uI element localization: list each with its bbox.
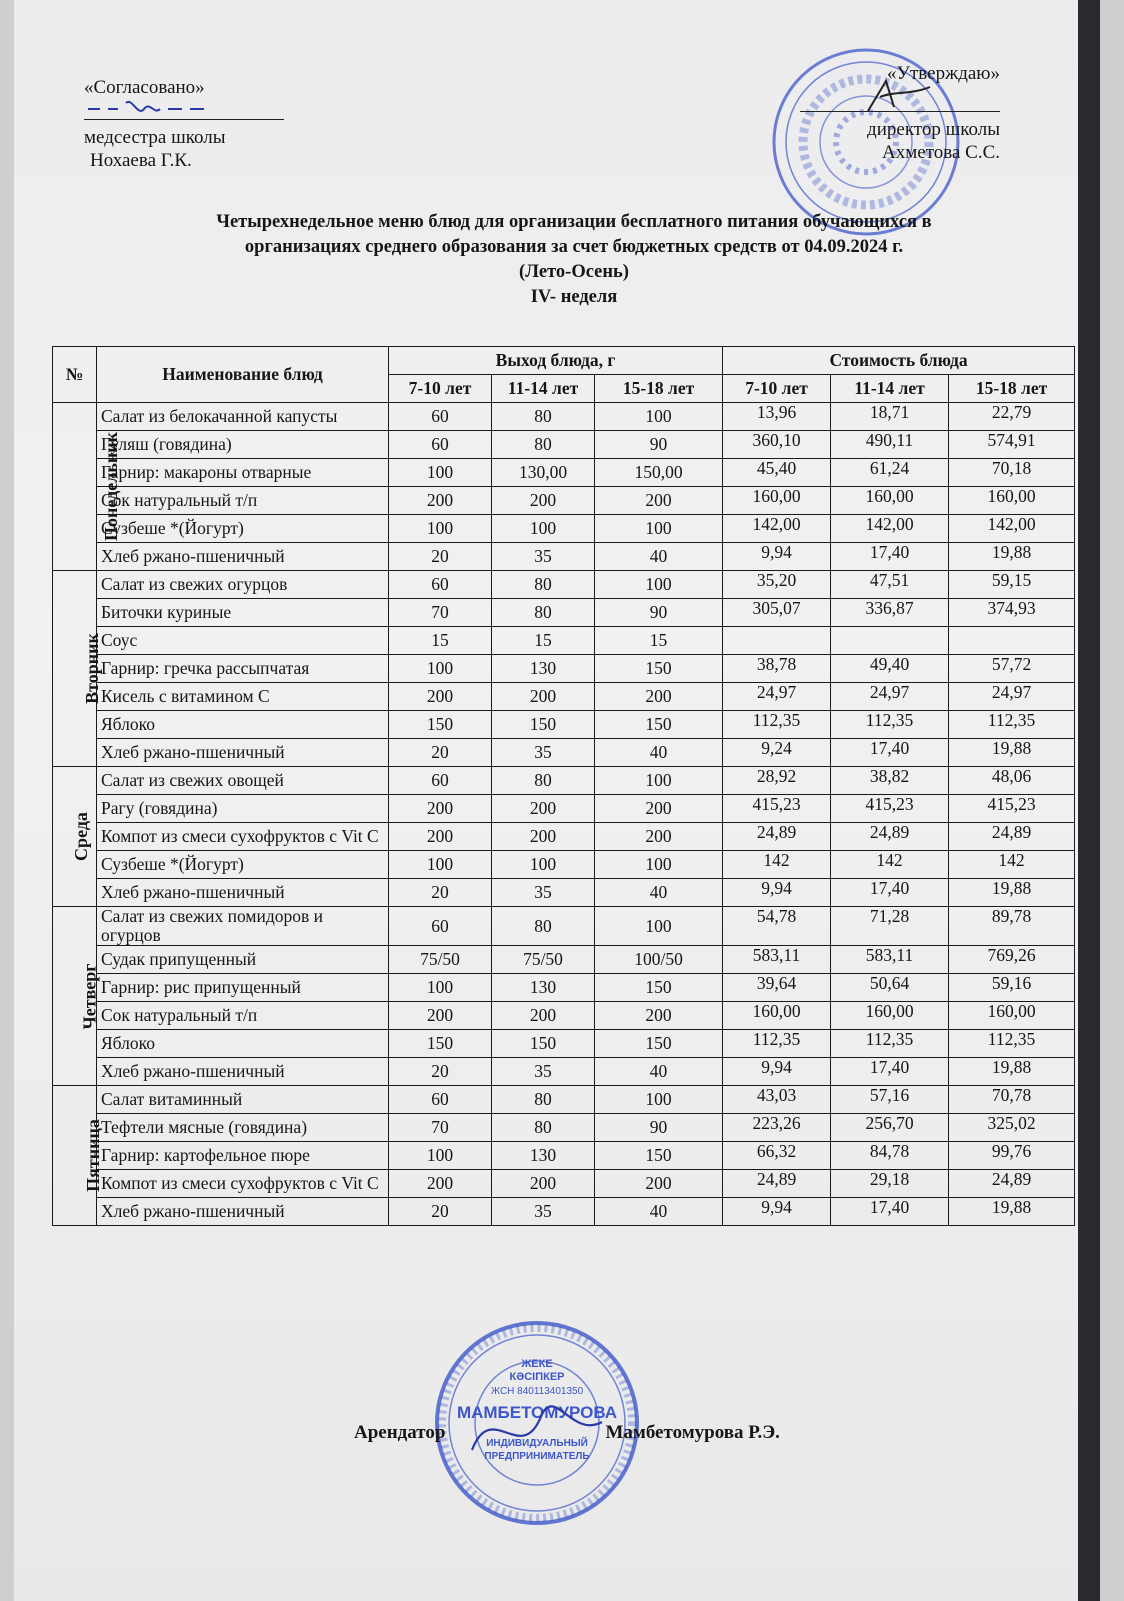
cost-cell: 19,88: [949, 1198, 1075, 1226]
yield-cell: 100: [595, 907, 723, 946]
day-cell: [53, 907, 100, 1086]
cost-cell: 19,88: [949, 739, 1075, 767]
cost-cell: 49,40: [831, 655, 949, 683]
yield-cell: 200: [389, 683, 492, 711]
yield-cell: 80: [492, 1114, 595, 1142]
cost-cell: 142,00: [831, 515, 949, 543]
cost-cell: 9,94: [723, 1198, 831, 1226]
cost-cell: 71,28: [831, 907, 949, 946]
cost-cell: 160,00: [831, 1002, 949, 1030]
title-line-1: Четырехнедельное меню блюд для организации бесплатного питания обучающихся в: [216, 212, 932, 232]
cost-cell: 43,03: [723, 1086, 831, 1114]
cost-cell: 17,40: [831, 543, 949, 571]
dish-name: Сузбеше *(Йогурт): [97, 851, 389, 879]
cost-cell: 160,00: [831, 487, 949, 515]
header-yield-age-3: 15-18 лет: [595, 375, 723, 403]
yield-cell: 100: [389, 851, 492, 879]
dish-name: Гарнир: гречка рассыпчатая: [97, 655, 389, 683]
yield-cell: 200: [595, 487, 723, 515]
yield-cell: 20: [389, 1058, 492, 1086]
cost-cell: 160,00: [949, 1002, 1075, 1030]
yield-cell: 200: [595, 823, 723, 851]
dish-name: Салат из свежих овощей: [97, 767, 389, 795]
yield-cell: 150: [389, 711, 492, 739]
yield-cell: 40: [595, 1058, 723, 1086]
table-row: [53, 711, 1075, 739]
agreed-name: Нохаева Г.К.: [90, 150, 192, 171]
yield-cell: 150: [595, 655, 723, 683]
yield-cell: 200: [389, 1002, 492, 1030]
cost-cell: 9,24: [723, 739, 831, 767]
agreed-block: [84, 76, 284, 172]
yield-cell: 200: [492, 683, 595, 711]
cost-cell: 142: [723, 851, 831, 879]
table-row: [53, 599, 1075, 627]
cost-cell: 50,64: [831, 974, 949, 1002]
cost-cell: 256,70: [831, 1114, 949, 1142]
dish-name: Компот из смеси сухофруктов с Vit C: [97, 1170, 389, 1198]
cost-cell: 61,24: [831, 459, 949, 487]
cost-cell: 9,94: [723, 879, 831, 907]
header-cost-age-2: 11-14 лет: [831, 375, 949, 403]
yield-cell: 70: [389, 1114, 492, 1142]
yield-cell: 130: [492, 974, 595, 1002]
yield-cell: 200: [389, 795, 492, 823]
dish-name: Тефтели мясные (говядина): [97, 1114, 389, 1142]
yield-cell: 35: [492, 1198, 595, 1226]
stamp-line-6: ПРЕДПРИНИМАТЕЛЬ: [484, 1451, 590, 1462]
cost-cell: 360,10: [723, 431, 831, 459]
table-row: [53, 1198, 1075, 1226]
yield-cell: 15: [389, 627, 492, 655]
table-row: [53, 1170, 1075, 1198]
cost-cell: 19,88: [949, 543, 1075, 571]
day-cell: [53, 571, 102, 767]
yield-cell: 150: [492, 1030, 595, 1058]
header-cost-age-1: 7-10 лет: [723, 375, 831, 403]
cost-cell: 24,97: [723, 683, 831, 711]
menu-table: [52, 346, 1075, 1226]
day-label: Вторник: [81, 633, 102, 704]
cost-cell: 415,23: [831, 795, 949, 823]
table-row: [53, 627, 1075, 655]
cost-cell: 38,82: [831, 767, 949, 795]
title-line-2: организациях среднего образования за счет бюджетных средств от 04.09.2024 г.: [244, 237, 904, 257]
yield-cell: 35: [492, 1058, 595, 1086]
cost-cell: 45,40: [723, 459, 831, 487]
cost-cell: [949, 627, 1075, 655]
cost-cell: 112,35: [949, 1030, 1075, 1058]
day-label: Понедельник: [100, 432, 121, 541]
footer-signature: [354, 1422, 780, 1444]
approved-block: [800, 62, 1000, 164]
cost-cell: 583,11: [831, 946, 949, 974]
yield-cell: 130,00: [492, 459, 595, 487]
header-number: №: [53, 347, 97, 403]
cost-cell: 54,78: [723, 907, 831, 946]
dish-name: Биточки куриные: [97, 599, 389, 627]
dish-name: Кисель с витамином С: [97, 683, 389, 711]
yield-cell: 80: [492, 767, 595, 795]
cost-cell: 142,00: [949, 515, 1075, 543]
yield-cell: 20: [389, 739, 492, 767]
table-row: [53, 487, 1075, 515]
dish-name: Судак припущенный: [97, 946, 389, 974]
cost-cell: 223,26: [723, 1114, 831, 1142]
header-yield: Выход блюда, г: [389, 347, 723, 375]
table-row: [53, 1030, 1075, 1058]
dish-name: Гуляш (говядина): [97, 431, 389, 459]
day-cell: [53, 403, 121, 571]
yield-cell: 35: [492, 739, 595, 767]
yield-cell: 200: [492, 1170, 595, 1198]
yield-cell: 60: [389, 767, 492, 795]
cost-cell: 112,35: [723, 711, 831, 739]
cost-cell: 28,92: [723, 767, 831, 795]
cost-cell: 57,16: [831, 1086, 949, 1114]
yield-cell: 150,00: [595, 459, 723, 487]
table-row: [53, 683, 1075, 711]
header-yield-age-1: 7-10 лет: [389, 375, 492, 403]
table-row: [53, 795, 1075, 823]
menu-table-body: [53, 403, 1075, 1226]
yield-cell: 200: [595, 1002, 723, 1030]
yield-cell: 150: [389, 1030, 492, 1058]
document-sheet: [14, 0, 1100, 1601]
yield-cell: 20: [389, 879, 492, 907]
table-row: [53, 515, 1075, 543]
yield-cell: 35: [492, 879, 595, 907]
cost-cell: 112,35: [831, 711, 949, 739]
cost-cell: 112,35: [831, 1030, 949, 1058]
dish-name: Гарнир: картофельное пюре: [97, 1142, 389, 1170]
yield-cell: 75/50: [389, 946, 492, 974]
table-row: [53, 1142, 1075, 1170]
cost-cell: 17,40: [831, 1198, 949, 1226]
table-row: [53, 1002, 1075, 1030]
yield-cell: 100: [389, 459, 492, 487]
yield-cell: 200: [492, 487, 595, 515]
table-row: [53, 571, 1075, 599]
yield-cell: 80: [492, 599, 595, 627]
cost-cell: 35,20: [723, 571, 831, 599]
day-label: Четверг: [79, 963, 100, 1029]
yield-cell: 100: [389, 515, 492, 543]
cost-cell: 142,00: [723, 515, 831, 543]
table-row: [53, 879, 1075, 907]
cost-cell: 48,06: [949, 767, 1075, 795]
cost-cell: 18,71: [831, 403, 949, 431]
cost-cell: 66,32: [723, 1142, 831, 1170]
cost-cell: 70,18: [949, 459, 1075, 487]
cost-cell: 574,91: [949, 431, 1075, 459]
table-row: [53, 823, 1075, 851]
table-row: [53, 459, 1075, 487]
agreed-label: «Согласовано»: [84, 77, 205, 98]
yield-cell: 200: [492, 823, 595, 851]
cost-cell: 24,89: [831, 823, 949, 851]
yield-cell: 70: [389, 599, 492, 627]
approved-signature-line: [800, 85, 1000, 112]
yield-cell: 100: [492, 851, 595, 879]
cost-cell: 24,97: [949, 683, 1075, 711]
dish-name: Хлеб ржано-пшеничный: [97, 879, 389, 907]
dish-name: Салат из белокачанной капусты: [97, 403, 389, 431]
cost-cell: 142: [831, 851, 949, 879]
yield-cell: 80: [492, 571, 595, 599]
agreed-signature-line: [84, 99, 284, 120]
yield-cell: 200: [389, 1170, 492, 1198]
yield-cell: 100: [595, 571, 723, 599]
cost-cell: 325,02: [949, 1114, 1075, 1142]
yield-cell: 200: [389, 487, 492, 515]
yield-cell: 100: [595, 403, 723, 431]
day-cell: [53, 767, 97, 907]
cost-cell: 336,87: [831, 599, 949, 627]
cost-cell: 142: [949, 851, 1075, 879]
yield-cell: 150: [595, 1030, 723, 1058]
table-row: [53, 1086, 1075, 1114]
header-cost-age-3: 15-18 лет: [949, 375, 1075, 403]
yield-cell: 15: [595, 627, 723, 655]
cost-cell: 769,26: [949, 946, 1075, 974]
cost-cell: 160,00: [949, 487, 1075, 515]
cost-cell: [831, 627, 949, 655]
cost-cell: 112,35: [949, 711, 1075, 739]
cost-cell: 17,40: [831, 879, 949, 907]
cost-cell: 17,40: [831, 1058, 949, 1086]
stamp-line-2: КӘСІПКЕР: [509, 1371, 565, 1383]
yield-cell: 100: [492, 515, 595, 543]
cost-cell: 305,07: [723, 599, 831, 627]
title-line-3: (Лето-Осень): [519, 262, 629, 282]
yield-cell: 75/50: [492, 946, 595, 974]
cost-cell: 38,78: [723, 655, 831, 683]
cost-cell: 19,88: [949, 1058, 1075, 1086]
dish-name: Яблоко: [97, 1030, 389, 1058]
yield-cell: 200: [595, 795, 723, 823]
cost-cell: [723, 627, 831, 655]
table-row: [53, 431, 1075, 459]
yield-cell: 200: [492, 795, 595, 823]
yield-cell: 100/50: [595, 946, 723, 974]
dish-name: Сок натуральный т/п: [97, 1002, 389, 1030]
cost-cell: 24,89: [949, 1170, 1075, 1198]
yield-cell: 100: [595, 515, 723, 543]
cost-cell: 160,00: [723, 1002, 831, 1030]
yield-cell: 80: [492, 403, 595, 431]
footer-name: Мамбетомурова Р.Э.: [605, 1422, 780, 1443]
day-label: Среда: [70, 812, 91, 861]
cost-cell: 24,89: [949, 823, 1075, 851]
stamp-line-3: ЖСН 840113401350: [490, 1386, 584, 1397]
yield-cell: 200: [492, 1002, 595, 1030]
dish-name: Салат из свежих огурцов: [97, 571, 389, 599]
cost-cell: 160,00: [723, 487, 831, 515]
table-row: [53, 739, 1075, 767]
table-row: [53, 1058, 1075, 1086]
dish-name: Сузбеше *(Йогурт): [97, 515, 389, 543]
yield-cell: 150: [492, 711, 595, 739]
cost-cell: 9,94: [723, 1058, 831, 1086]
table-row: [53, 851, 1075, 879]
yield-cell: 100: [389, 1142, 492, 1170]
dish-name: Хлеб ржано-пшеничный: [97, 1058, 389, 1086]
dish-name: Рагу (говядина): [97, 795, 389, 823]
cost-cell: 22,79: [949, 403, 1075, 431]
day-cell: [53, 1086, 103, 1226]
cost-cell: 57,72: [949, 655, 1075, 683]
dark-background-edge: [1078, 0, 1100, 1601]
dish-name: Сок натуральный т/п: [97, 487, 389, 515]
cost-cell: 24,89: [723, 1170, 831, 1198]
stamp-line-4: МАМБЕТОМУРОВА: [456, 1403, 618, 1422]
cost-cell: 29,18: [831, 1170, 949, 1198]
yield-cell: 200: [595, 683, 723, 711]
dish-name: Хлеб ржано-пшеничный: [97, 1198, 389, 1226]
yield-cell: 40: [595, 879, 723, 907]
cost-cell: 374,93: [949, 599, 1075, 627]
dish-name: Салат витаминный: [97, 1086, 389, 1114]
yield-cell: 100: [595, 851, 723, 879]
cost-cell: 19,88: [949, 879, 1075, 907]
cost-cell: 89,78: [949, 907, 1075, 946]
document-title: [134, 210, 1014, 310]
cost-cell: 112,35: [723, 1030, 831, 1058]
approved-position: директор школы: [867, 119, 1000, 140]
yield-cell: 90: [595, 1114, 723, 1142]
yield-cell: 150: [595, 974, 723, 1002]
dish-name: Соус: [97, 627, 389, 655]
dish-name: Хлеб ржано-пшеничный: [97, 543, 389, 571]
cost-cell: 39,64: [723, 974, 831, 1002]
yield-cell: 80: [492, 1086, 595, 1114]
table-row: [53, 655, 1075, 683]
yield-cell: 80: [492, 907, 595, 946]
yield-cell: 60: [389, 907, 492, 946]
header-cost: Стоимость блюда: [723, 347, 1075, 375]
cost-cell: 84,78: [831, 1142, 949, 1170]
cost-cell: 59,16: [949, 974, 1075, 1002]
yield-cell: 200: [595, 1170, 723, 1198]
yield-cell: 90: [595, 599, 723, 627]
table-row: [53, 946, 1075, 974]
dish-name: Хлеб ржано-пшеничный: [97, 739, 389, 767]
cost-cell: 24,89: [723, 823, 831, 851]
yield-cell: 60: [389, 431, 492, 459]
yield-cell: 200: [389, 823, 492, 851]
cost-cell: 47,51: [831, 571, 949, 599]
approved-signature: [860, 77, 940, 117]
table-row: [53, 1114, 1075, 1142]
table-row: [53, 403, 1075, 431]
footer-role: Арендатор: [354, 1422, 446, 1443]
dish-name: Гарнир: рис припущенный: [97, 974, 389, 1002]
table-row: [53, 974, 1075, 1002]
yield-cell: 100: [389, 655, 492, 683]
yield-cell: 100: [595, 1086, 723, 1114]
cost-cell: 415,23: [723, 795, 831, 823]
yield-cell: 150: [595, 711, 723, 739]
yield-cell: 35: [492, 543, 595, 571]
yield-cell: 130: [492, 1142, 595, 1170]
header-yield-age-2: 11-14 лет: [492, 375, 595, 403]
yield-cell: 80: [492, 431, 595, 459]
yield-cell: 20: [389, 543, 492, 571]
yield-cell: 60: [389, 403, 492, 431]
yield-cell: 150: [595, 1142, 723, 1170]
yield-cell: 60: [389, 571, 492, 599]
stamp-line-5: ИНДИВИДУАЛЬНЫЙ: [486, 1438, 588, 1449]
header-dish-name: Наименование блюд: [97, 347, 389, 403]
yield-cell: 100: [389, 974, 492, 1002]
approved-name: Ахметова С.С.: [882, 142, 1000, 163]
cost-cell: 13,96: [723, 403, 831, 431]
cost-cell: 99,76: [949, 1142, 1075, 1170]
dish-name: Компот из смеси сухофруктов с Vit C: [97, 823, 389, 851]
yield-cell: 90: [595, 431, 723, 459]
yield-cell: 100: [595, 767, 723, 795]
stamp-line-1: ЖЕКЕ: [521, 1358, 553, 1370]
dish-name: Яблоко: [97, 711, 389, 739]
yield-cell: 130: [492, 655, 595, 683]
cost-cell: 583,11: [723, 946, 831, 974]
cost-cell: 415,23: [949, 795, 1075, 823]
cost-cell: 59,15: [949, 571, 1075, 599]
yield-cell: 40: [595, 739, 723, 767]
cost-cell: 70,78: [949, 1086, 1075, 1114]
cost-cell: 490,11: [831, 431, 949, 459]
yield-cell: 40: [595, 543, 723, 571]
dish-name: Салат из свежих помидоров и огурцов: [97, 907, 389, 946]
agreed-signature: [84, 95, 214, 121]
approved-label: «Утверждаю»: [887, 63, 1000, 84]
yield-cell: 15: [492, 627, 595, 655]
cost-cell: 17,40: [831, 739, 949, 767]
table-row: [53, 543, 1075, 571]
table-row: [53, 767, 1075, 795]
title-line-4: IV- неделя: [530, 287, 618, 307]
cost-cell: 9,94: [723, 543, 831, 571]
yield-cell: 20: [389, 1198, 492, 1226]
agreed-position: медсестра школы: [84, 127, 226, 148]
day-label: Пятница: [82, 1119, 103, 1192]
dish-name: Гарнир: макароны отварные: [97, 459, 389, 487]
table-row: [53, 907, 1075, 946]
cost-cell: 24,97: [831, 683, 949, 711]
yield-cell: 40: [595, 1198, 723, 1226]
yield-cell: 60: [389, 1086, 492, 1114]
